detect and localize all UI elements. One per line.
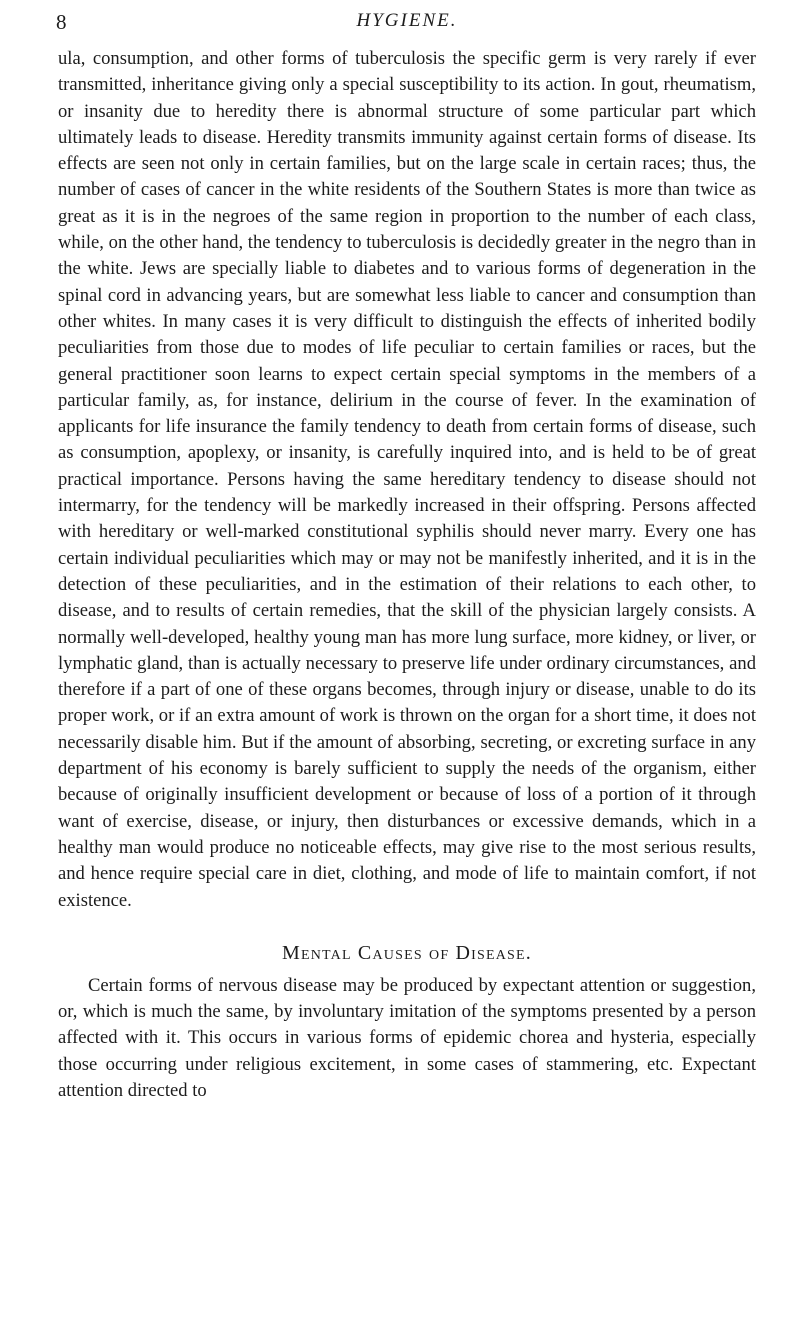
section-heading: Mental Causes of Disease. xyxy=(281,941,532,964)
body-paragraph-mental-causes: Certain forms of nervous disease may be produced by expectant attention or suggestion, or, which is much the same, by involuntary imitation of the symptoms presented by a person affected with it. This occurs in various forms of epidemic chorea and hysteria, especially those occurring under religious excitement, in some cases of stammering, etc. Expectant attention directed to xyxy=(58,974,756,1101)
running-head xyxy=(58,10,756,46)
page-number: 8 xyxy=(56,10,67,34)
body-paragraph-continued: ula, consumption, and other forms of tuberculosis the specific germ is very rarely if ever transmitted, inheritance giving only a special susceptibility to its action. In gout, rheumatism, or insanity due to heredity there is abnormal structure of some particular part which ultimately leads to disease. Heredity transmits immunity against certain forms of disease. Its effects are seen not only in certain families, but on the large scale in certain races; thus, the number of cases of cancer in the white residents of the Southern States is more than twice as great as it is in the negroes of the same region in proportion to the number of each class, while, on the other hand, the tendency to tuberculosis is decidedly greater in the negro than in the white. Jews are specially liable to diabetes and to various forms of degeneration in the spinal cord in advancing years, but are somewhat less liable to cancer and consumption than other whites. In many cases it is very difficult to distinguish the effects of inherited bodily peculiarities from those due to modes of life peculiar to certain families or races, but the general practitioner soon learns to expect certain special symptoms in the members of a particular family, as, for instance, delirium in the course of fever. In the examination of applicants for life insurance the family tendency to death from certain forms of disease, such as consumption, apoplexy, or insanity, is carefully inquired into, and is held to be of great practical importance. Persons having the same hereditary tendency to disease should not intermarry, for the tendency will be markedly increased in their offspring. Persons affected with hereditary or well-marked constitutional syphilis should never marry. Every one has certain individual peculiarities which may or may not be manifestly inherited, and it is in the detection of these peculiarities, and in the estimation of their relations to each other, to disease, and to results of certain remedies, that the skill of the physician largely consists. A normally well-developed, healthy young man has more lung surface, more kidney, or liver, or lymphatic gland, than is actually necessary to preserve life under ordinary circumstances, and therefore if a part of one of these organs becomes, through injury or disease, unable to do its proper work, or if an extra amount of work is thrown on the organ for a short time, it does not necessarily disable him. But if the amount of absorbing, secreting, or excreting surface in any department of his economy is barely sufficient to supply the needs of the organism, either because of originally insufficient development or because of loss of a portion of it through want of exercise, disease, or injury, then disturbances or excessive demands, which in a healthy man would produce no noticeable effects, may give rise to the most serious results, and hence require special care in diet, clothing, and mode of life to maintain comfort, if not existence. xyxy=(58,48,756,911)
running-title: HYGIENE. xyxy=(356,10,458,31)
